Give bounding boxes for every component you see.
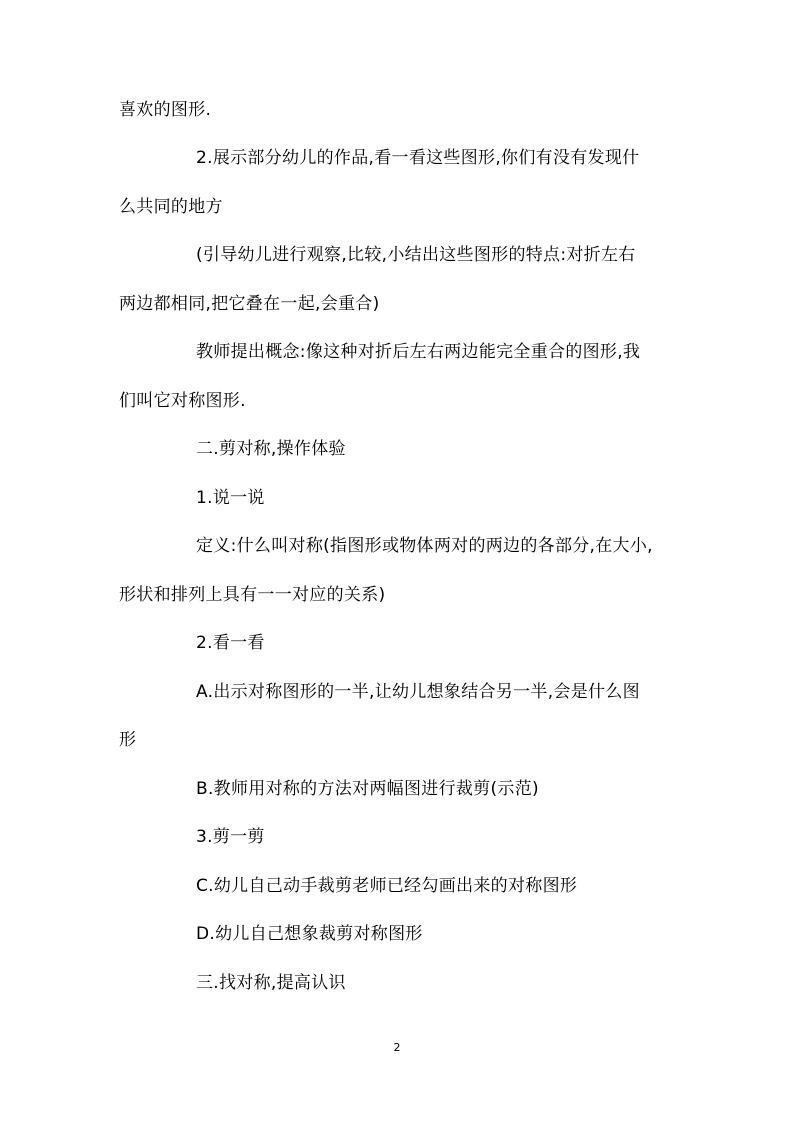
subsection-heading: 2.看一看 <box>196 633 265 653</box>
text-line: 两边都相同,把它叠在一起,会重合) <box>119 294 380 314</box>
text-line: 教师提出概念:像这种对折后左右两边能完全重合的图形,我 <box>196 342 641 362</box>
text-line: 定义:什么叫对称(指图形或物体两对的两边的各部分,在大小, <box>196 536 653 556</box>
subsection-heading: 1.说一说 <box>196 488 265 508</box>
page-number: 2 <box>393 1041 401 1054</box>
text-line: 2.展示部分幼儿的作品,看一看这些图形,你们有没有发现什 <box>196 148 640 168</box>
text-line: 们叫它对称图形. <box>119 391 246 411</box>
text-line: 形 <box>119 730 137 750</box>
text-line: C.幼儿自己动手裁剪老师已经勾画出来的对称图形 <box>196 876 578 896</box>
subsection-heading: 3.剪一剪 <box>196 827 265 847</box>
section-heading: 三.找对称,提高认识 <box>196 973 346 993</box>
text-line: B.教师用对称的方法对两幅图进行裁剪(示范) <box>196 779 539 799</box>
text-line: 形状和排列上具有一一对应的关系) <box>119 585 386 605</box>
text-line: 喜欢的图形. <box>119 100 212 120</box>
text-line: 么共同的地方 <box>119 197 223 217</box>
text-line: A.出示对称图形的一半,让幼儿想象结合另一半,会是什么图 <box>196 682 640 702</box>
text-line: (引导幼儿进行观察,比较,小结出这些图形的特点:对折左右 <box>196 245 636 265</box>
section-heading: 二.剪对称,操作体验 <box>196 439 346 459</box>
text-line: D.幼儿自己想象裁剪对称图形 <box>196 924 423 944</box>
